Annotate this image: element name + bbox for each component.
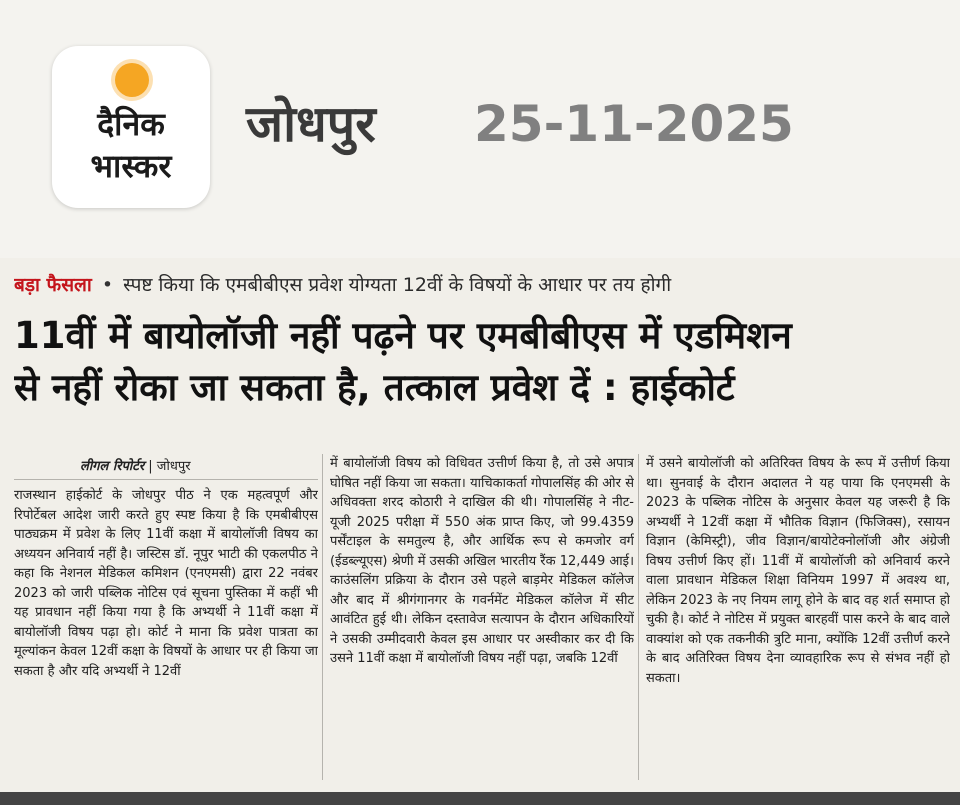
byline-place: | जोधपुर <box>148 459 191 474</box>
column-text: में बायोलॉजी विषय को विधिवत उत्तीर्ण किया है, तो उसे अपात्र घोषित नहीं किया जा सकता। याचिकाकर्ता गोपालसिंह की ओर से अधिवक्ता शरद कोठारी ने दाखिल की थी। गोपालसिंह ने नीट-यूजी 2025 परीक्षा में 550 अंक प्राप्त किए, जो 99.4359 पर्सेंटाइल के समतुल्य है, और आर्थिक रूप से कमजोर वर्ग (ईडब्ल्यूएस) श्रेणी में उसकी अखिल भारतीय रैंक 12,449 आई। काउंसलिंग प्रक्रिया के दौरान उसे पहले बाड़मेर मेडिकल कॉलेज और बाद में श्रीगंगानगर के गवर्नमेंट मेडिकल कॉलेज में सीट आवंटित हुई थी। लेकिन दस्तावेज सत्यापन के दौरान अधिकारियों ने उसकी उम्मीदवारी केवल इस आधार पर अस्वीकार कर दी कि उसने 11वीं कक्षा में बायोलॉजी विषय नहीं पढ़ा, जबकि 12वीं <box>330 456 634 666</box>
edition-city: जोधपुर <box>246 95 376 153</box>
kicker-separator: • <box>101 274 114 296</box>
sun-icon <box>115 63 149 97</box>
kicker-line <box>14 270 946 300</box>
headline-line-2: से नहीं रोका जा सकता है, तत्काल प्रवेश दें : हाईकोर्ट <box>14 366 735 409</box>
headline <box>14 310 946 414</box>
article-column-2 <box>330 454 634 784</box>
column-divider <box>322 454 323 780</box>
logo-text-line1: दैनिक <box>97 105 165 143</box>
bottom-bar <box>0 792 960 805</box>
byline <box>80 458 191 476</box>
byline-divider <box>14 479 318 480</box>
byline-author: लीगल रिपोर्टर <box>80 459 145 474</box>
logo-text-line2: भास्कर <box>90 147 172 185</box>
headline-line-1: 11वीं में बायोलॉजी नहीं पढ़ने पर एमबीबीएस में एडमिशन <box>14 314 792 357</box>
edition-date: 25-11-2025 <box>474 95 794 153</box>
kicker-text: स्पष्ट किया कि एमबीबीएस प्रवेश योग्यता 12वीं के विषयों के आधार पर तय होगी <box>123 274 672 296</box>
column-text: राजस्थान हाईकोर्ट के जोधपुर पीठ ने एक महत्वपूर्ण और रिपोर्टेबल आदेश जारी करते हुए स्पष्ट किया है कि एमबीबीएस पाठ्यक्रम में प्रवेश के लिए 11वीं कक्षा में बायोलॉजी विषय का अध्ययन अनिवार्य नहीं है। जस्टिस डॉ. नूपुर भाटी की एकलपीठ ने कहा कि नेशनल मेडिकल कमिशन (एनएमसी) द्वारा 22 नवंबर 2023 को जारी पब्लिक नोटिस एवं सूचना पुस्तिका में कहीं भी यह प्रावधान नहीं किया गया है कि अभ्यर्थी ने 11वीं कक्षा में बायोलॉजी विषय पढ़ा हो। कोर्ट ने माना कि प्रवेश पात्रता का मूल्यांकन केवल 12वीं कक्षा के विषयों के आधार पर ही किया जा सकता है और यदि अभ्यर्थी ने 12वीं <box>14 488 318 679</box>
kicker-tag: बड़ा फैसला <box>14 274 92 296</box>
column-text: में उसने बायोलॉजी को अतिरिक्त विषय के रूप में उत्तीर्ण किया था। सुनवाई के दौरान अदालत ने यह पाया कि एनएमसी के 2023 के पब्लिक नोटिस के अनुसार केवल यह जरूरी है कि अभ्यर्थी ने 12वीं कक्षा में भौतिक विज्ञान (फिजिक्स), रसायन विज्ञान (केमिस्ट्री), जीव विज्ञान/बायोटेक्नोलॉजी और अंग्रेजी विषय उत्तीर्ण किए हों। 11वीं में बायोलॉजी को अनिवार्य करने वाला प्रावधान मेडिकल शिक्षा विनियम 1997 में अवश्य था, लेकिन 2023 के नए नियम लागू होने के बाद वह शर्त समाप्त हो चुकी है। कोर्ट ने नोटिस में प्रयुक्त बारहवीं पास करने के बाद वाले वाक्यांश को एक तकनीकी त्रुटि माना, क्योंकि 12वीं उत्तीर्ण करने के बाद अतिरिक्त विषय देना व्यावहारिक रूप से संभव नहीं हो सकता। <box>646 456 950 686</box>
article-column-3 <box>646 454 950 784</box>
news-clipping <box>0 258 960 792</box>
column-divider <box>638 454 639 780</box>
article-column-1 <box>14 486 318 786</box>
app-logo[interactable] <box>52 46 210 208</box>
